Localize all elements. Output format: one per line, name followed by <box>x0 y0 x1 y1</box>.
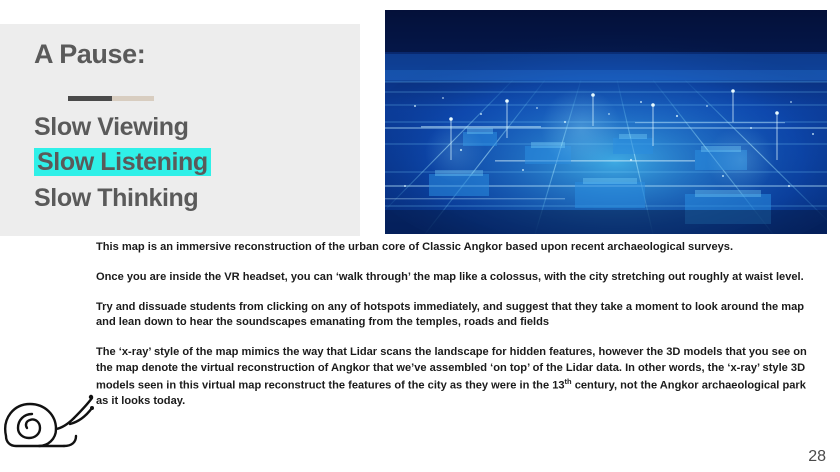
body-paragraph-4 <box>96 345 814 410</box>
body-paragraph-3: Try and dissuade students from clicking on any of hotspots immediately, and suggest that they take a moment to look around the map and lean down to hear the soundscapes emanating from the temples, roads and fields <box>96 300 805 329</box>
snail-doodle <box>2 384 96 454</box>
divider-dark <box>68 96 112 101</box>
subtitle-line-1 <box>34 110 354 146</box>
body-paragraph-1: This map is an immersive reconstruction of the urban core of Classic Angkor based upon recent archaeological surveys. <box>96 241 734 253</box>
subtitle-line-3 <box>34 181 354 217</box>
subtitle-text-1: Slow Viewing <box>34 112 189 141</box>
body-paragraph-2: Once you are inside the VR headset, you can ‘walk through’ the map like a colossus, with the city stretching out roughly at waist level. <box>96 270 804 283</box>
lidar-image-graphic <box>385 10 827 234</box>
lidar-angkor-image <box>385 10 827 234</box>
snail-icon <box>2 384 96 454</box>
divider-light <box>112 96 154 101</box>
page-number: 28 <box>808 448 826 465</box>
subtitle-text-2-highlighted: Slow Listening <box>34 148 211 176</box>
body-paragraph-4-part1: The ‘x-ray’ style of the map mimics the way that Lidar scans the landscape for hidden features, however the 3D models that you see on the map denote the virtual reconstruction of Angkor that we’ve assembled ‘on top’ of the Lidar data. In other words, the ‘x-ray’ style 3D models seen in this virtual map reconstruct the features of the city as they were in the 13 <box>96 346 807 392</box>
body-paragraph-4-ordinal: th <box>564 376 572 386</box>
subtitle-text-3: Slow Thinking <box>34 183 199 212</box>
body-text-block <box>96 240 814 410</box>
body-paragraph-4-part2: century, not the Angkor archaeological park as it looks today. <box>96 379 806 407</box>
title-block <box>34 40 354 216</box>
divider-rules <box>34 96 154 102</box>
subtitle-line-2 <box>34 145 354 181</box>
page-title: A Pause: <box>34 39 146 69</box>
